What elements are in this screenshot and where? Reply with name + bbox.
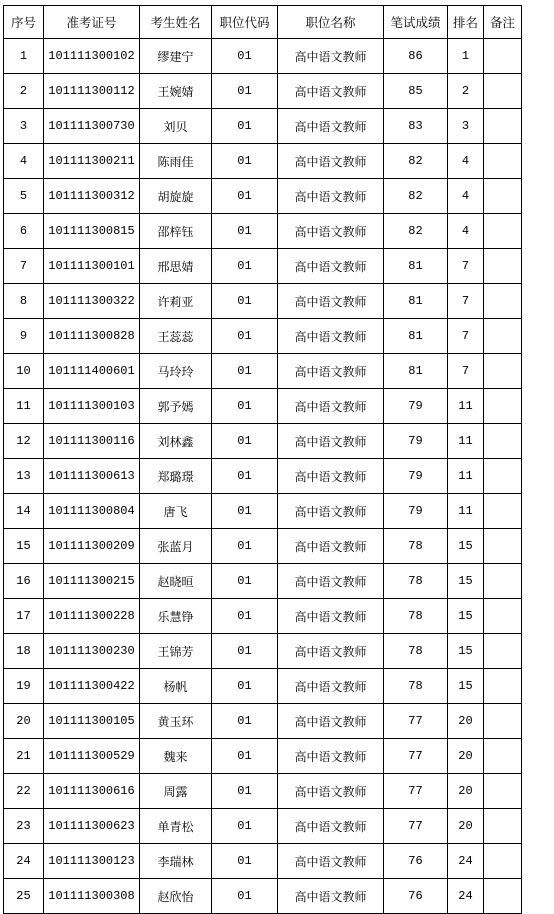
header-written-score: 笔试成绩 [384, 6, 448, 39]
cell-position-code: 01 [212, 564, 278, 599]
header-ticket-number: 准考证号 [44, 6, 140, 39]
cell-ticket-number: 101111300804 [44, 494, 140, 529]
cell-position-code: 01 [212, 249, 278, 284]
cell-written-score: 76 [384, 844, 448, 879]
cell-position-code: 01 [212, 389, 278, 424]
cell-position-name: 高中语文教师 [278, 284, 384, 319]
cell-remarks [484, 39, 522, 74]
cell-ticket-number: 101111300815 [44, 214, 140, 249]
table-row [4, 739, 522, 774]
cell-remarks [484, 249, 522, 284]
cell-rank: 20 [448, 739, 484, 774]
cell-rank: 15 [448, 564, 484, 599]
cell-candidate-name: 赵晓晅 [140, 564, 212, 599]
cell-position-code: 01 [212, 284, 278, 319]
cell-ticket-number: 101111300103 [44, 389, 140, 424]
cell-rank: 20 [448, 774, 484, 809]
header-position-code: 职位代码 [212, 6, 278, 39]
cell-seq: 19 [4, 669, 44, 704]
cell-ticket-number: 101111300102 [44, 39, 140, 74]
cell-position-code: 01 [212, 354, 278, 389]
cell-seq: 10 [4, 354, 44, 389]
cell-remarks [484, 774, 522, 809]
cell-position-name: 高中语文教师 [278, 634, 384, 669]
cell-position-name: 高中语文教师 [278, 529, 384, 564]
cell-seq: 16 [4, 564, 44, 599]
table-row [4, 494, 522, 529]
cell-ticket-number: 101111400601 [44, 354, 140, 389]
cell-remarks [484, 214, 522, 249]
cell-rank: 4 [448, 214, 484, 249]
cell-written-score: 83 [384, 109, 448, 144]
cell-position-code: 01 [212, 529, 278, 564]
cell-position-name: 高中语文教师 [278, 494, 384, 529]
cell-rank: 4 [448, 179, 484, 214]
cell-rank: 15 [448, 669, 484, 704]
cell-ticket-number: 101111300209 [44, 529, 140, 564]
table-row [4, 879, 522, 914]
cell-position-name: 高中语文教师 [278, 319, 384, 354]
cell-candidate-name: 魏来 [140, 739, 212, 774]
cell-rank: 11 [448, 494, 484, 529]
cell-written-score: 85 [384, 74, 448, 109]
cell-candidate-name: 王婉婧 [140, 74, 212, 109]
cell-ticket-number: 101111300123 [44, 844, 140, 879]
cell-position-code: 01 [212, 599, 278, 634]
cell-ticket-number: 101111300112 [44, 74, 140, 109]
cell-position-code: 01 [212, 879, 278, 914]
cell-written-score: 82 [384, 144, 448, 179]
cell-written-score: 81 [384, 284, 448, 319]
header-candidate-name: 考生姓名 [140, 6, 212, 39]
cell-ticket-number: 101111300116 [44, 424, 140, 459]
cell-ticket-number: 101111300215 [44, 564, 140, 599]
cell-ticket-number: 101111300101 [44, 249, 140, 284]
cell-remarks [484, 109, 522, 144]
cell-written-score: 76 [384, 879, 448, 914]
table-row [4, 669, 522, 704]
cell-written-score: 77 [384, 739, 448, 774]
cell-rank: 1 [448, 39, 484, 74]
cell-seq: 3 [4, 109, 44, 144]
cell-rank: 15 [448, 634, 484, 669]
cell-candidate-name: 胡旋旋 [140, 179, 212, 214]
cell-position-name: 高中语文教师 [278, 39, 384, 74]
header-position-name: 职位名称 [278, 6, 384, 39]
cell-written-score: 78 [384, 634, 448, 669]
cell-written-score: 79 [384, 459, 448, 494]
cell-rank: 7 [448, 284, 484, 319]
cell-written-score: 78 [384, 529, 448, 564]
cell-seq: 6 [4, 214, 44, 249]
cell-ticket-number: 101111300211 [44, 144, 140, 179]
cell-written-score: 79 [384, 389, 448, 424]
cell-seq: 4 [4, 144, 44, 179]
cell-position-name: 高中语文教师 [278, 389, 384, 424]
cell-remarks [484, 599, 522, 634]
cell-remarks [484, 494, 522, 529]
table-row [4, 319, 522, 354]
cell-seq: 1 [4, 39, 44, 74]
cell-ticket-number: 101111300312 [44, 179, 140, 214]
cell-ticket-number: 101111300228 [44, 599, 140, 634]
cell-position-code: 01 [212, 634, 278, 669]
cell-seq: 24 [4, 844, 44, 879]
cell-remarks [484, 564, 522, 599]
cell-candidate-name: 王锦芳 [140, 634, 212, 669]
cell-candidate-name: 乐慧铮 [140, 599, 212, 634]
cell-seq: 17 [4, 599, 44, 634]
cell-candidate-name: 杨帆 [140, 669, 212, 704]
cell-rank: 7 [448, 319, 484, 354]
cell-ticket-number: 101111300230 [44, 634, 140, 669]
table-header [4, 6, 522, 39]
cell-seq: 14 [4, 494, 44, 529]
table-row [4, 284, 522, 319]
cell-written-score: 82 [384, 179, 448, 214]
cell-rank: 24 [448, 844, 484, 879]
cell-seq: 8 [4, 284, 44, 319]
table-row [4, 389, 522, 424]
cell-seq: 18 [4, 634, 44, 669]
cell-written-score: 77 [384, 704, 448, 739]
cell-position-name: 高中语文教师 [278, 249, 384, 284]
cell-position-name: 高中语文教师 [278, 354, 384, 389]
cell-remarks [484, 739, 522, 774]
cell-position-code: 01 [212, 179, 278, 214]
table-row [4, 39, 522, 74]
cell-position-code: 01 [212, 424, 278, 459]
cell-candidate-name: 陈雨佳 [140, 144, 212, 179]
cell-position-code: 01 [212, 109, 278, 144]
cell-written-score: 77 [384, 774, 448, 809]
cell-rank: 11 [448, 459, 484, 494]
cell-seq: 21 [4, 739, 44, 774]
table-row [4, 214, 522, 249]
cell-remarks [484, 809, 522, 844]
header-remarks: 备注 [484, 6, 522, 39]
cell-candidate-name: 李瑞林 [140, 844, 212, 879]
cell-seq: 25 [4, 879, 44, 914]
cell-remarks [484, 319, 522, 354]
cell-rank: 11 [448, 424, 484, 459]
cell-position-name: 高中语文教师 [278, 774, 384, 809]
cell-written-score: 79 [384, 494, 448, 529]
cell-position-name: 高中语文教师 [278, 214, 384, 249]
table-row [4, 634, 522, 669]
cell-position-code: 01 [212, 144, 278, 179]
cell-candidate-name: 缪建宁 [140, 39, 212, 74]
cell-remarks [484, 389, 522, 424]
cell-candidate-name: 唐飞 [140, 494, 212, 529]
cell-remarks [484, 879, 522, 914]
table-row [4, 109, 522, 144]
table-row [4, 529, 522, 564]
cell-position-code: 01 [212, 319, 278, 354]
cell-position-code: 01 [212, 494, 278, 529]
cell-position-name: 高中语文教师 [278, 74, 384, 109]
header-rank: 排名 [448, 6, 484, 39]
cell-remarks [484, 634, 522, 669]
cell-remarks [484, 669, 522, 704]
cell-position-code: 01 [212, 774, 278, 809]
cell-remarks [484, 424, 522, 459]
cell-position-name: 高中语文教师 [278, 739, 384, 774]
cell-candidate-name: 王蕊蕊 [140, 319, 212, 354]
table-row [4, 424, 522, 459]
cell-rank: 7 [448, 249, 484, 284]
cell-candidate-name: 刘贝 [140, 109, 212, 144]
cell-position-name: 高中语文教师 [278, 109, 384, 144]
cell-remarks [484, 844, 522, 879]
cell-ticket-number: 101111300422 [44, 669, 140, 704]
cell-candidate-name: 周露 [140, 774, 212, 809]
cell-ticket-number: 101111300322 [44, 284, 140, 319]
cell-ticket-number: 101111300105 [44, 704, 140, 739]
cell-rank: 15 [448, 529, 484, 564]
cell-position-name: 高中语文教师 [278, 564, 384, 599]
cell-remarks [484, 459, 522, 494]
cell-seq: 12 [4, 424, 44, 459]
cell-position-name: 高中语文教师 [278, 704, 384, 739]
cell-candidate-name: 马玲玲 [140, 354, 212, 389]
table-row [4, 564, 522, 599]
cell-seq: 9 [4, 319, 44, 354]
header-seq: 序号 [4, 6, 44, 39]
cell-rank: 11 [448, 389, 484, 424]
header-row [4, 6, 522, 39]
table-body [4, 39, 522, 914]
cell-rank: 2 [448, 74, 484, 109]
cell-position-name: 高中语文教师 [278, 844, 384, 879]
table-row [4, 74, 522, 109]
cell-position-code: 01 [212, 844, 278, 879]
cell-remarks [484, 354, 522, 389]
cell-written-score: 78 [384, 564, 448, 599]
cell-ticket-number: 101111300616 [44, 774, 140, 809]
cell-written-score: 82 [384, 214, 448, 249]
cell-candidate-name: 单青松 [140, 809, 212, 844]
cell-written-score: 79 [384, 424, 448, 459]
cell-position-name: 高中语文教师 [278, 809, 384, 844]
results-table [3, 5, 522, 914]
cell-seq: 15 [4, 529, 44, 564]
cell-remarks [484, 179, 522, 214]
cell-seq: 22 [4, 774, 44, 809]
cell-written-score: 77 [384, 809, 448, 844]
table-row [4, 844, 522, 879]
cell-position-name: 高中语文教师 [278, 424, 384, 459]
cell-rank: 3 [448, 109, 484, 144]
cell-position-code: 01 [212, 459, 278, 494]
cell-ticket-number: 101111300308 [44, 879, 140, 914]
table-row [4, 809, 522, 844]
cell-ticket-number: 101111300730 [44, 109, 140, 144]
cell-ticket-number: 101111300613 [44, 459, 140, 494]
cell-written-score: 86 [384, 39, 448, 74]
cell-seq: 23 [4, 809, 44, 844]
cell-remarks [484, 704, 522, 739]
cell-rank: 4 [448, 144, 484, 179]
cell-written-score: 78 [384, 599, 448, 634]
cell-remarks [484, 529, 522, 564]
table-row [4, 354, 522, 389]
cell-position-name: 高中语文教师 [278, 179, 384, 214]
cell-seq: 13 [4, 459, 44, 494]
table-row [4, 704, 522, 739]
cell-position-name: 高中语文教师 [278, 599, 384, 634]
cell-seq: 5 [4, 179, 44, 214]
cell-position-code: 01 [212, 214, 278, 249]
cell-rank: 20 [448, 809, 484, 844]
cell-candidate-name: 郑璐璟 [140, 459, 212, 494]
cell-position-code: 01 [212, 39, 278, 74]
cell-seq: 2 [4, 74, 44, 109]
cell-position-name: 高中语文教师 [278, 144, 384, 179]
cell-candidate-name: 邵梓钰 [140, 214, 212, 249]
table-row [4, 459, 522, 494]
table-row [4, 144, 522, 179]
cell-candidate-name: 邢思婧 [140, 249, 212, 284]
cell-rank: 7 [448, 354, 484, 389]
cell-position-name: 高中语文教师 [278, 669, 384, 704]
cell-position-code: 01 [212, 669, 278, 704]
cell-rank: 15 [448, 599, 484, 634]
cell-remarks [484, 74, 522, 109]
cell-position-name: 高中语文教师 [278, 879, 384, 914]
cell-rank: 20 [448, 704, 484, 739]
cell-position-code: 01 [212, 739, 278, 774]
cell-candidate-name: 黄玉环 [140, 704, 212, 739]
table-row [4, 249, 522, 284]
cell-candidate-name: 赵欣怡 [140, 879, 212, 914]
cell-position-code: 01 [212, 74, 278, 109]
cell-candidate-name: 张蓝月 [140, 529, 212, 564]
cell-candidate-name: 许莉亚 [140, 284, 212, 319]
cell-seq: 7 [4, 249, 44, 284]
table-row [4, 774, 522, 809]
cell-written-score: 81 [384, 354, 448, 389]
cell-written-score: 81 [384, 249, 448, 284]
cell-remarks [484, 284, 522, 319]
cell-rank: 24 [448, 879, 484, 914]
table-row [4, 599, 522, 634]
cell-seq: 20 [4, 704, 44, 739]
cell-candidate-name: 刘林鑫 [140, 424, 212, 459]
cell-remarks [484, 144, 522, 179]
cell-ticket-number: 101111300828 [44, 319, 140, 354]
cell-ticket-number: 101111300529 [44, 739, 140, 774]
cell-position-code: 01 [212, 809, 278, 844]
table-row [4, 179, 522, 214]
cell-position-code: 01 [212, 704, 278, 739]
cell-written-score: 81 [384, 319, 448, 354]
cell-candidate-name: 郭予嫣 [140, 389, 212, 424]
cell-written-score: 78 [384, 669, 448, 704]
cell-ticket-number: 101111300623 [44, 809, 140, 844]
cell-seq: 11 [4, 389, 44, 424]
cell-position-name: 高中语文教师 [278, 459, 384, 494]
